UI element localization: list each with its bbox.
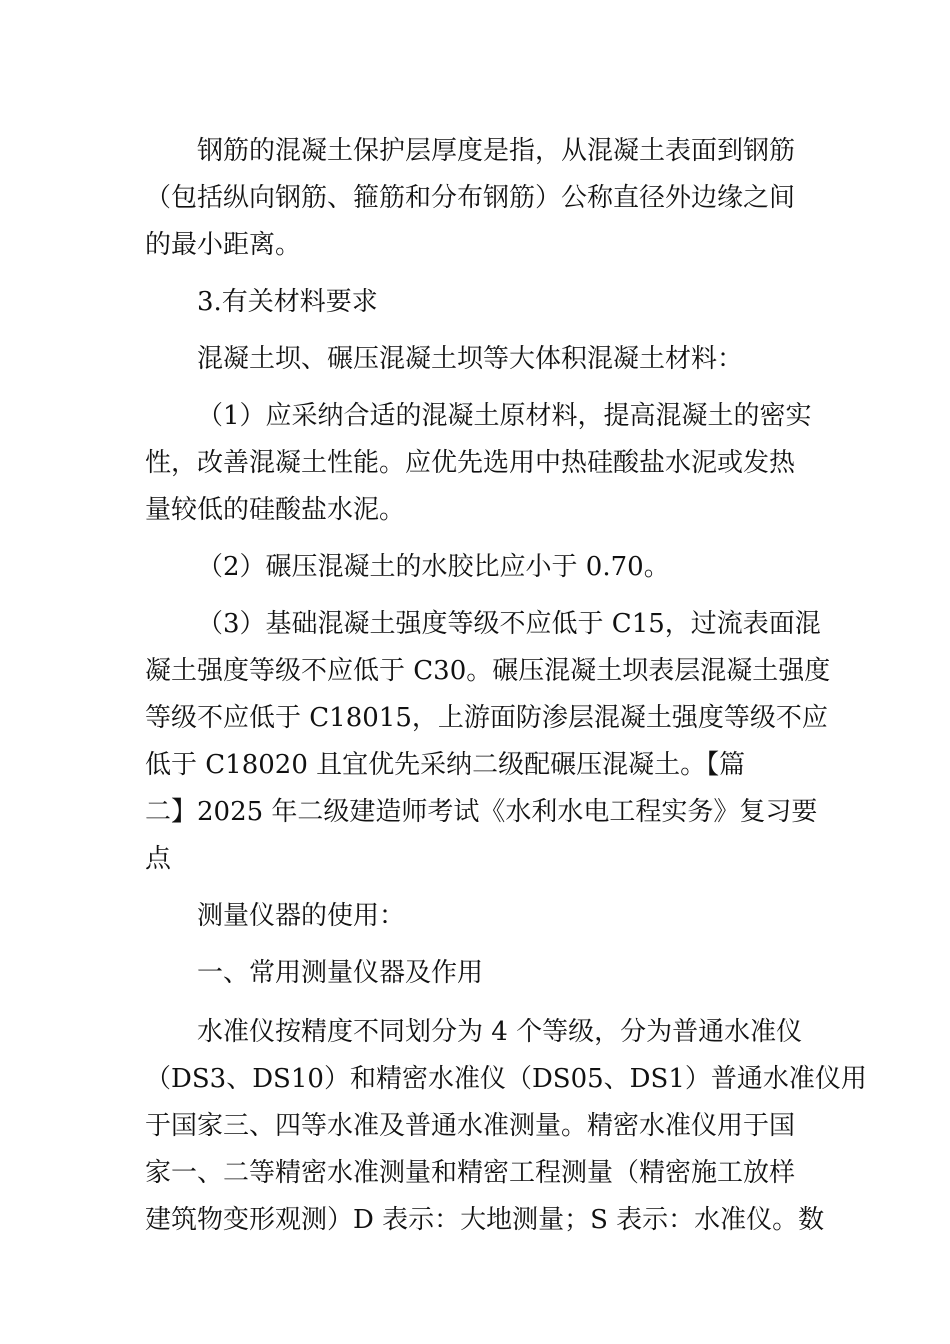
text-line: 混凝土坝、碾压混凝土坝等大体积混凝土材料： (197, 344, 744, 374)
text-line: 凝土强度等级不应低于 C30。碾压混凝土坝表层混凝土强度 (145, 656, 831, 686)
text-line: 钢筋的混凝土保护层厚度是指，从混凝土表面到钢筋 (197, 136, 796, 166)
paragraph-gap (145, 940, 807, 950)
text-line: 测量仪器的使用： (197, 901, 406, 931)
section-heading: 一、常用测量仪器及作用 (197, 958, 484, 988)
text-line: 低于 C18020 且宜优先采纳二级配碾压混凝土。【篇 (145, 750, 746, 780)
text-line: 量较低的硅酸盐水泥。 (145, 495, 406, 525)
text-line: （3）基础混凝土强度等级不应低于 C15，过流表面混 (197, 609, 821, 639)
text-line: （2）碾压混凝土的水胶比应小于 0.70。 (197, 552, 670, 582)
paragraph-gap (145, 997, 807, 1009)
section-heading: 3.有关材料要求 (197, 287, 378, 317)
text-line: （DS3、DS10）和精密水准仪（DS05、DS1）普通水准仪用 (145, 1064, 867, 1094)
text-line: 二】2025 年二级建造师考试《水利水电工程实务》复习要 (145, 797, 818, 827)
text-line: 性，改善混凝土性能。应优先选用中热硅酸盐水泥或发热 (145, 448, 796, 478)
document-body (145, 128, 867, 1244)
text-line: （包括纵向钢筋、箍筋和分布钢筋）公称直径外边缘之间 (145, 183, 796, 213)
text-line: 于国家三、四等水准及普通水准测量。精密水准仪用于国 (145, 1111, 796, 1141)
paragraph-gap (145, 326, 807, 336)
paragraph-gap (145, 534, 807, 544)
paragraph-gap (145, 591, 807, 601)
text-line: 等级不应低于 C18015，上游面防渗层混凝土强度等级不应 (145, 703, 828, 733)
paragraph-gap (145, 269, 807, 279)
paragraph-gap (145, 383, 807, 393)
text-line: 点 (145, 844, 172, 874)
paragraph-gap (145, 883, 807, 893)
text-line: 水准仪按精度不同划分为 4 个等级，分为普通水准仪 (197, 1017, 803, 1047)
text-line: 的最小距离。 (145, 230, 302, 260)
text-line: 家一、二等精密水准测量和精密工程测量（精密施工放样 (145, 1158, 796, 1188)
text-line: 建筑物变形观测）D 表示：大地测量；S 表示：水准仪。数 (145, 1205, 825, 1235)
text-line: （1）应采纳合适的混凝土原材料，提高混凝土的密实 (197, 401, 812, 431)
